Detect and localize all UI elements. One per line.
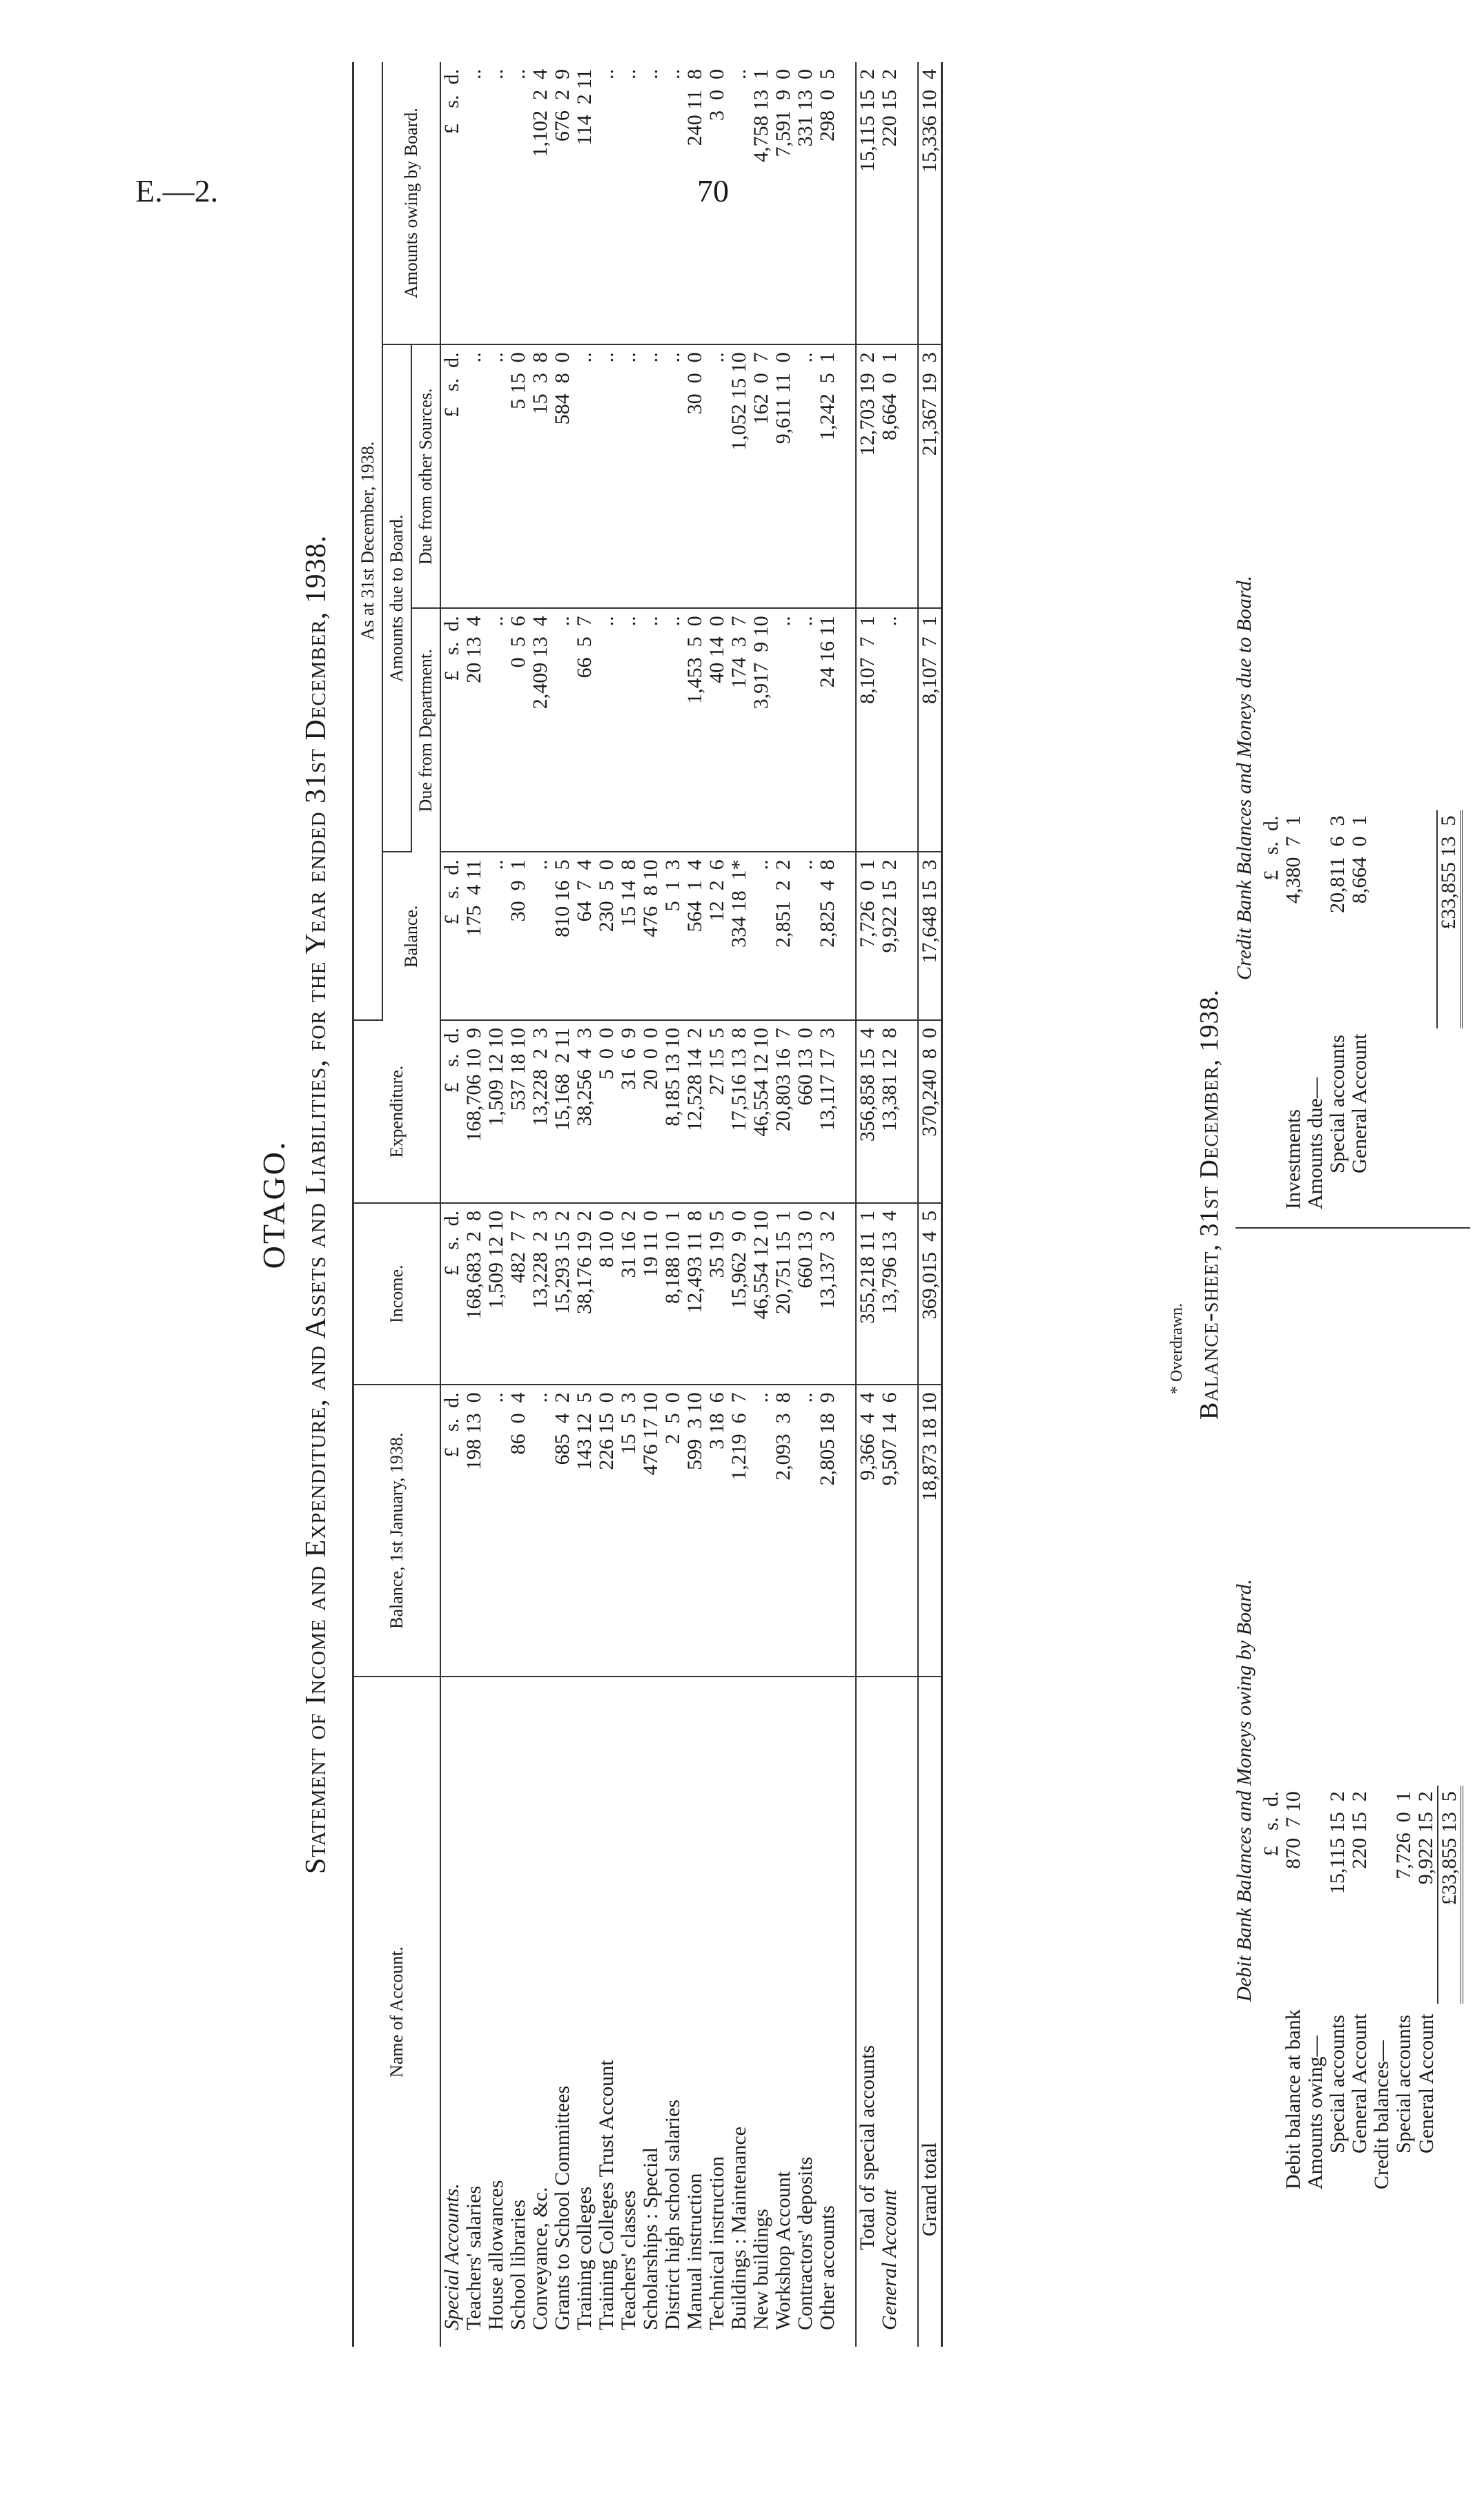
balance-sheet-label: Debit balance at bank [1282, 2009, 1305, 2189]
cell-balance: 64 7 4 [574, 852, 596, 1020]
balance-sheet-row [1282, 1786, 1305, 2195]
header-balance-jan: Balance, 1st January, 1938. [353, 1385, 441, 1677]
balance-sheet-divider [1236, 1227, 1470, 1229]
balance-sheet-row [1349, 1786, 1371, 2195]
rotated-content [242, 48, 1484, 2361]
cell-bal: 3 18 6 [706, 1385, 728, 1677]
cell-exp: 8,185 13 10 [662, 1020, 684, 1203]
account-name: Contractors' deposits [794, 2156, 817, 2330]
cell-owing: .. [485, 62, 507, 344]
cell-inc: 369,015 4 5 [918, 1203, 942, 1385]
cell-other: 12,703 19 2 [856, 344, 879, 608]
account-name: Total of special accounts [856, 1677, 879, 2347]
account-name: Manual instruction [683, 2173, 706, 2330]
cell-balance: 175 4 11 [463, 852, 485, 1020]
cell-owing: .. [507, 62, 529, 344]
cell-other: 1,242 5 1 [817, 344, 839, 608]
cell-other: .. [463, 344, 485, 608]
cell-exp: 38,256 4 3 [574, 1020, 596, 1203]
cell-other: 15 3 8 [529, 344, 551, 608]
cell-owing: 114 2 11 [574, 62, 596, 344]
account-name: Grants to School Committees [551, 2085, 574, 2330]
table-row [463, 62, 485, 2347]
balance-sheet-right [1260, 810, 1463, 1215]
cell-bal: 9,366 4 4 [856, 1385, 879, 1677]
balance-sheet-label: General Account [1414, 2013, 1438, 2153]
cell-inc: 46,554 12 10 [750, 1203, 772, 1385]
cell-other: .. [485, 344, 507, 608]
region-heading: OTAGO. [256, 1140, 291, 1269]
lsd-label: £ s. d. [440, 1020, 463, 1203]
cell-bal: .. [794, 1385, 817, 1677]
cell-bal: .. [529, 1385, 551, 1677]
account-name: Training Colleges Trust Account [595, 2060, 618, 2330]
cell-balance: 334 18 1* [728, 852, 750, 1020]
account-name: Other accounts [816, 2205, 839, 2330]
cell-other: 1,052 15 10 [728, 344, 750, 608]
cell-dept: 40 14 0 [706, 608, 728, 852]
cell-balance: .. [485, 852, 507, 1020]
cell-exp: 356,858 15 4 [856, 1020, 879, 1203]
cell-exp: 27 15 5 [706, 1020, 728, 1203]
cell-owing: .. [728, 62, 750, 344]
cell-bal: 476 17 10 [640, 1385, 662, 1677]
account-name: School libraries [507, 2199, 529, 2330]
cell-dept: .. [662, 608, 684, 852]
cell-balance: 476 8 10 [640, 852, 662, 1020]
cell-bal: 198 13 0 [463, 1385, 485, 1677]
balance-sheet-left-heading: Debit Bank Balances and Moneys owing by Board. [1233, 1579, 1256, 2002]
table-row [728, 62, 750, 2347]
statement-body [440, 62, 942, 2347]
cell-inc: 13,137 3 2 [817, 1203, 839, 1385]
balance-sheet-left [1260, 1786, 1463, 2195]
cell-bal: 1,219 6 7 [728, 1385, 750, 1677]
cell-dept: .. [551, 608, 574, 852]
cell-inc: 15,962 9 0 [728, 1203, 750, 1385]
balance-sheet-row [1349, 810, 1371, 1215]
cell-owing: 3 0 0 [706, 62, 728, 344]
balance-sheet-amount: 7,726 0 1 [1392, 1791, 1415, 1879]
lsd-label: £ s. d. [1260, 815, 1282, 881]
cell-dept: 66 5 7 [574, 608, 596, 852]
cell-inc: 355,218 11 1 [856, 1203, 879, 1385]
table-row [596, 62, 618, 2347]
cell-bal: .. [485, 1385, 507, 1677]
balance-sheet-total-row [1437, 810, 1461, 1215]
table-row [507, 62, 529, 2347]
header-income: Income. [353, 1203, 441, 1385]
cell-other: 9,611 11 0 [772, 344, 794, 608]
cell-dept: 2,409 13 4 [529, 608, 551, 852]
cell-balance: .. [529, 852, 551, 1020]
cell-bal: 2 5 0 [662, 1385, 684, 1677]
cell-owing: .. [618, 62, 640, 344]
account-name: Teachers' classes [617, 2190, 640, 2330]
cell-exp: 13,228 2 3 [529, 1020, 551, 1203]
cell-bal: 685 4 2 [551, 1385, 574, 1677]
cell-balance: 564 1 4 [684, 852, 706, 1020]
cell-inc: 482 7 7 [507, 1203, 529, 1385]
account-name: District high school salaries [661, 2099, 684, 2330]
header-amounts-due: Amounts due to Board. [382, 344, 411, 852]
header-expenditure: Expenditure. [353, 1020, 441, 1203]
balance-sheet-row [1393, 1786, 1415, 2195]
lsd-label: £ s. d. [440, 608, 463, 852]
statement-title: Statement of Income and Expenditure, and Assets and Liabilities, for the Year ended 31st December, 1938. [300, 534, 332, 1875]
cell-owing: 4,758 13 1 [750, 62, 772, 344]
grand-total-row [918, 62, 942, 2347]
balance-sheet-amount: 9,922 15 2 [1414, 1791, 1437, 1885]
table-row [684, 62, 706, 2347]
balance-sheet-total: £33,855 13 5 [1438, 1786, 1462, 2004]
cell-dept: .. [596, 608, 618, 852]
cell-exp: 660 13 0 [794, 1020, 817, 1203]
cell-inc: 38,176 19 2 [574, 1203, 596, 1385]
cell-balance: 5 1 3 [662, 852, 684, 1020]
cell-exp: 20,803 16 7 [772, 1020, 794, 1203]
cell-balance: 7,726 0 1 [856, 852, 879, 1020]
table-row [529, 62, 551, 2347]
units-row [440, 62, 463, 2347]
table-row [551, 62, 574, 2347]
balance-sheet-row [1327, 810, 1349, 1215]
balance-sheet-row [1415, 1786, 1438, 2195]
general-account-row [879, 62, 901, 2347]
cell-owing: 15,115 15 2 [856, 62, 879, 344]
balance-sheet-label: Special accounts [1392, 2015, 1415, 2153]
cell-other: 162 0 7 [750, 344, 772, 608]
spacer-row [839, 62, 856, 2347]
table-row [817, 62, 839, 2347]
lsd-label: £ s. d. [1260, 1791, 1282, 1857]
balance-sheet-amount: 4,380 7 1 [1282, 815, 1305, 904]
table-row [662, 62, 684, 2347]
cell-other: .. [794, 344, 817, 608]
account-name: Technical instruction [705, 2156, 728, 2330]
cell-other: 8,664 0 1 [879, 344, 901, 608]
account-name: Training colleges [573, 2186, 596, 2330]
header-name: Name of Account. [353, 1677, 441, 2347]
page-number: 70 [697, 173, 729, 208]
balance-sheet-row [1305, 810, 1327, 1215]
table-row [750, 62, 772, 2347]
balance-sheet-label: Investments [1282, 1109, 1305, 1209]
lsd-header-row [1260, 1786, 1282, 2195]
cell-inc: 12,493 11 8 [684, 1203, 706, 1385]
lsd-label: £ s. d. [440, 344, 463, 608]
cell-balance: 2,851 2 2 [772, 852, 794, 1020]
cell-owing: 331 13 0 [794, 62, 817, 344]
balance-sheet-row [1327, 1786, 1349, 2195]
balance-sheet-label: Credit balances— [1370, 2040, 1393, 2189]
cell-inc: 660 13 0 [794, 1203, 817, 1385]
header-as-at: As at 31st December, 1938. [353, 62, 383, 1020]
cell-dept: 24 16 11 [817, 608, 839, 852]
balance-sheet-row [1282, 810, 1305, 1215]
cell-inc: 1,509 12 10 [485, 1203, 507, 1385]
balance-sheet-row [1371, 1786, 1393, 2195]
lsd-label: £ s. d. [440, 62, 463, 344]
cell-owing: .. [640, 62, 662, 344]
cell-owing: 298 0 5 [817, 62, 839, 344]
cell-bal: 15 5 3 [618, 1385, 640, 1677]
balance-sheet-label: Amounts owing— [1304, 2035, 1327, 2189]
cell-inc: 31 16 2 [618, 1203, 640, 1385]
cell-owing: 1,102 2 4 [529, 62, 551, 344]
balance-sheet-label: Amounts due— [1304, 1077, 1327, 1209]
balance-sheet-label: General Account [1348, 2013, 1371, 2153]
account-name: General Account [878, 2189, 901, 2330]
balance-sheet-label: Special accounts [1326, 2015, 1349, 2153]
cell-dept: 8,107 7 1 [918, 608, 942, 852]
cell-dept: 174 3 7 [728, 608, 750, 852]
cell-bal: 599 3 10 [684, 1385, 706, 1677]
account-name: Workshop Account [772, 2171, 794, 2330]
balance-sheet-label: General Account [1348, 1033, 1371, 1173]
cell-other: .. [618, 344, 640, 608]
cell-other: 5 15 0 [507, 344, 529, 608]
account-name: House allowances [485, 2180, 507, 2330]
cell-inc: 19 11 0 [640, 1203, 662, 1385]
cell-other: .. [574, 344, 596, 608]
account-name: Buildings : Maintenance [728, 2127, 750, 2330]
account-name: Scholarships : Special [639, 2147, 662, 2330]
cell-owing: 240 11 8 [684, 62, 706, 344]
cell-exp: 168,706 10 9 [463, 1020, 485, 1203]
balance-sheet-total: £33,855 13 5 [1437, 810, 1461, 1028]
cell-exp: 5 0 0 [596, 1020, 618, 1203]
cell-balance: 810 16 5 [551, 852, 574, 1020]
balance-sheet-title: Balance-sheet, 31st December, 1938. [1195, 989, 1224, 1420]
cell-dept: 8,107 7 1 [856, 608, 879, 852]
cell-exp: 46,554 12 10 [750, 1020, 772, 1203]
balance-sheet-total-row [1438, 1786, 1462, 2195]
statement-table [352, 62, 943, 2347]
cell-dept: .. [794, 608, 817, 852]
cell-inc: 8 10 0 [596, 1203, 618, 1385]
cell-inc: 168,683 2 8 [463, 1203, 485, 1385]
balance-sheet-right-heading: Credit Bank Balances and Moneys due to Board. [1233, 576, 1256, 980]
cell-owing: .. [463, 62, 485, 344]
cell-owing: 7,591 9 0 [772, 62, 794, 344]
cell-owing: 676 2 9 [551, 62, 574, 344]
table-row [485, 62, 507, 2347]
cell-dept: 1,453 5 0 [684, 608, 706, 852]
balance-sheet-amount: 870 7 10 [1282, 1791, 1305, 1869]
cell-bal: 143 12 5 [574, 1385, 596, 1677]
cell-exp: 20 0 0 [640, 1020, 662, 1203]
cell-balance: .. [750, 852, 772, 1020]
cell-dept: 0 5 6 [507, 608, 529, 852]
cell-dept: .. [879, 608, 901, 852]
lsd-label: £ s. d. [440, 1203, 463, 1385]
cell-owing: 220 15 2 [879, 62, 901, 344]
cell-bal: 9,507 14 6 [879, 1385, 901, 1677]
lsd-header-row [1260, 810, 1282, 1215]
page-reference: E.—2. [135, 173, 219, 208]
lsd-label: £ s. d. [440, 1385, 463, 1677]
cell-bal: 86 0 4 [507, 1385, 529, 1677]
account-name: Grand total [918, 1677, 942, 2347]
cell-dept: .. [772, 608, 794, 852]
cell-balance: 230 5 0 [596, 852, 618, 1020]
table-row [706, 62, 728, 2347]
cell-bal: 226 15 0 [596, 1385, 618, 1677]
cell-inc: 15,293 15 2 [551, 1203, 574, 1385]
table-row [618, 62, 640, 2347]
cell-other: .. [706, 344, 728, 608]
account-name: Teachers' salaries [462, 2185, 485, 2330]
cell-bal: 18,873 18 10 [918, 1385, 942, 1677]
balance-sheet-amount [1305, 810, 1327, 1028]
cell-exp: 1,509 12 10 [485, 1020, 507, 1203]
cell-balance: 9,922 15 2 [879, 852, 901, 1020]
cell-inc: 13,228 2 3 [529, 1203, 551, 1385]
cell-balance: 12 2 6 [706, 852, 728, 1020]
table-row [574, 62, 596, 2347]
cell-balance: 30 9 1 [507, 852, 529, 1020]
header-owing: Amounts owing by Board. [382, 62, 440, 344]
cell-other: .. [662, 344, 684, 608]
cell-inc: 35 19 5 [706, 1203, 728, 1385]
table-row [794, 62, 817, 2347]
cell-other: 21,367 19 3 [918, 344, 942, 608]
cell-dept: .. [485, 608, 507, 852]
cell-balance: 17,648 15 3 [918, 852, 942, 1020]
table-row [772, 62, 794, 2347]
cell-exp: 537 18 10 [507, 1020, 529, 1203]
cell-exp: 15,168 2 11 [551, 1020, 574, 1203]
cell-other: 584 8 0 [551, 344, 574, 608]
balance-sheet-amount: 15,115 15 2 [1326, 1791, 1349, 1895]
cell-other: .. [596, 344, 618, 608]
cell-dept: .. [640, 608, 662, 852]
account-name: Conveyance, &c. [529, 2187, 551, 2330]
balance-sheet-row [1305, 1786, 1327, 2195]
header-due-dept: Due from Department. [411, 608, 440, 852]
balance-sheet-amount: 20,811 6 3 [1326, 815, 1349, 913]
cell-inc: 8,188 10 1 [662, 1203, 684, 1385]
balance-sheet-amount [1305, 1786, 1327, 2004]
cell-owing: 15,336 10 4 [918, 62, 942, 344]
cell-exp: 13,381 12 8 [879, 1020, 901, 1203]
cell-exp: 17,516 13 8 [728, 1020, 750, 1203]
cell-balance: 15 14 8 [618, 852, 640, 1020]
cell-dept: 3,917 9 10 [750, 608, 772, 852]
balance-sheet-amount [1371, 1786, 1393, 2004]
total-special-row [856, 62, 879, 2347]
cell-exp: 13,117 17 3 [817, 1020, 839, 1203]
cell-other: 30 0 0 [684, 344, 706, 608]
account-name: New buildings [750, 2209, 772, 2330]
balance-sheet-amount: 220 15 2 [1348, 1791, 1371, 1869]
header-balance: Balance. [382, 852, 440, 1020]
lsd-label: £ s. d. [440, 852, 463, 1020]
cell-exp: 12,528 14 2 [684, 1020, 706, 1203]
cell-other: .. [640, 344, 662, 608]
cell-bal: 2,093 3 8 [772, 1385, 794, 1677]
cell-dept: 20 13 4 [463, 608, 485, 852]
balance-sheet-label: Special accounts [1326, 1035, 1349, 1173]
balance-sheet-amount: 8,664 0 1 [1348, 815, 1371, 904]
header-due-other: Due from other Sources. [411, 344, 440, 608]
cell-bal: 2,805 18 9 [817, 1385, 839, 1677]
cell-inc: 20,751 15 1 [772, 1203, 794, 1385]
overdrawn-note: * Overdrawn. [1168, 1303, 1186, 1394]
cell-dept: .. [618, 608, 640, 852]
cell-balance: 2,825 4 8 [817, 852, 839, 1020]
section-label: Special Accounts. [440, 2183, 463, 2330]
cell-bal: .. [750, 1385, 772, 1677]
cell-owing: .. [596, 62, 618, 344]
cell-balance: .. [794, 852, 817, 1020]
cell-exp: 31 6 9 [618, 1020, 640, 1203]
cell-exp: 370,240 8 0 [918, 1020, 942, 1203]
cell-inc: 13,796 13 4 [879, 1203, 901, 1385]
table-row [640, 62, 662, 2347]
spacer-row [901, 62, 918, 2347]
cell-owing: .. [662, 62, 684, 344]
